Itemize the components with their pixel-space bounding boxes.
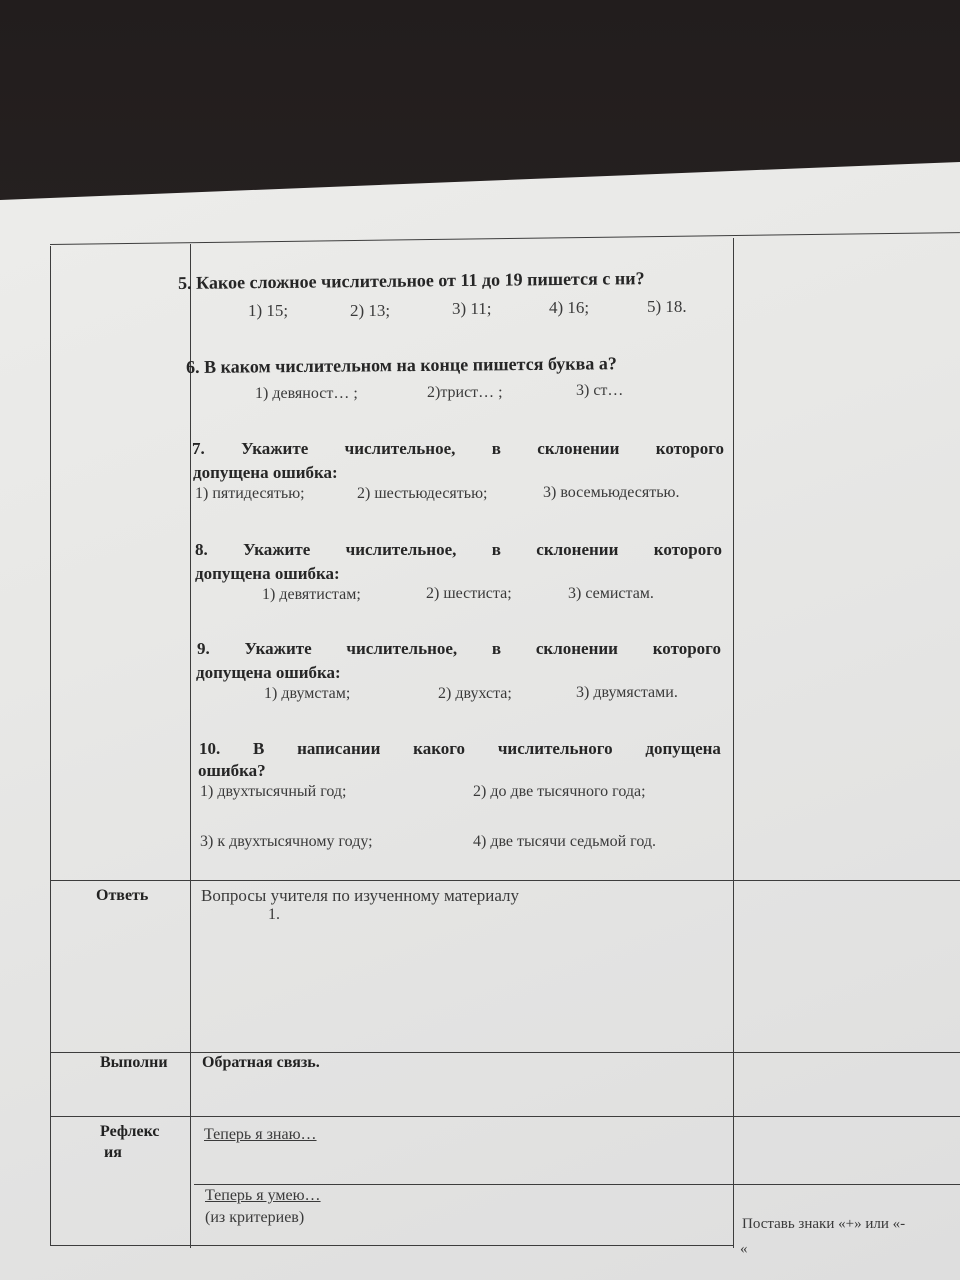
question-8-title-cont: допущена ошибка: xyxy=(195,564,340,583)
q9-word-1: 9. xyxy=(197,639,210,658)
table-bottom-border xyxy=(50,1245,733,1246)
q10-word-2: В xyxy=(253,739,265,758)
q7-word-6: которого xyxy=(655,439,724,458)
question-9-title-cont: допущена ошибка: xyxy=(196,663,341,682)
q7-option-3: 3) восемьюдесятью. xyxy=(543,484,680,501)
q9-option-2: 2) двухста; xyxy=(438,685,512,702)
question-6-title: 6. В каком числительном на конце пишется буква а? xyxy=(185,353,617,377)
q7-word-2: Укажите xyxy=(241,439,309,458)
row-label-reflection-line-1: Рефлекс xyxy=(100,1123,160,1140)
q8-word-6: которого xyxy=(653,540,722,559)
q5-option-3: 3) 11; xyxy=(452,299,492,318)
q8-word-4: в xyxy=(491,540,501,559)
q10-word-1: 10. xyxy=(199,739,221,758)
q9-option-3: 3) двумястами. xyxy=(576,684,678,701)
table-left-border xyxy=(50,246,51,1246)
q10-word-5: числительного xyxy=(497,739,613,758)
q5-option-1: 1) 15; xyxy=(248,301,289,320)
row-divider-answer xyxy=(50,880,960,881)
row-divider-inner xyxy=(194,1184,960,1185)
q10-word-6: допущена xyxy=(645,739,721,758)
q8-word-1: 8. xyxy=(195,540,208,559)
now-i-know-prompt: Теперь я знаю… xyxy=(204,1126,317,1143)
question-8-title xyxy=(195,541,722,558)
question-10-title-cont: ошибка? xyxy=(198,761,266,780)
table-column-divider-1 xyxy=(190,244,191,1248)
q7-option-2: 2) шестьюдесятью; xyxy=(357,485,488,502)
q8-option-2: 2) шестиста; xyxy=(426,585,512,602)
row-label-execute: Выполни xyxy=(100,1054,168,1071)
criteria-note: (из критериев) xyxy=(205,1209,305,1226)
row-divider-reflection xyxy=(50,1116,960,1117)
q9-word-4: в xyxy=(491,639,502,658)
q8-option-1: 1) девятистам; xyxy=(262,586,361,603)
q5-option-2: 2) 13; xyxy=(350,301,391,320)
q9-word-6: которого xyxy=(652,639,721,658)
q8-word-2: Укажите xyxy=(243,540,311,559)
q7-word-5: склонении xyxy=(537,439,620,458)
row-label-reflection-line-2: ия xyxy=(104,1144,122,1161)
now-i-can-prompt: Теперь я умею… xyxy=(205,1187,321,1204)
q8-option-3: 3) семистам. xyxy=(568,585,654,602)
q6-option-3: 3) ст… xyxy=(576,382,624,399)
teacher-questions-heading: Вопросы учителя по изученному материалу xyxy=(201,886,520,905)
row-divider-execute xyxy=(50,1052,960,1053)
question-10-title xyxy=(199,740,721,757)
q7-word-1: 7. xyxy=(192,439,205,458)
q10-option-4: 4) две тысячи седьмой год. xyxy=(473,833,656,850)
q7-word-3: числительное, xyxy=(344,439,456,458)
q8-word-5: склонении xyxy=(536,540,619,559)
q5-option-4: 4) 16; xyxy=(549,298,590,317)
q10-option-1: 1) двухтысячный год; xyxy=(200,783,347,800)
plus-minus-instruction-cont: « xyxy=(740,1241,748,1257)
q6-option-1: 1) девяност… ; xyxy=(255,385,358,402)
table-column-divider-2 xyxy=(733,238,734,1248)
question-9-title xyxy=(197,640,721,657)
q7-option-1: 1) пятидесятью; xyxy=(195,485,305,502)
feedback-heading: Обратная связь. xyxy=(202,1054,320,1071)
q8-word-3: числительное, xyxy=(345,540,457,559)
q9-option-1: 1) двумстам; xyxy=(264,685,351,702)
row-label-answer: Ответь xyxy=(96,887,149,904)
q6-option-2: 2)трист… ; xyxy=(427,384,503,401)
q7-word-4: в xyxy=(491,439,501,458)
teacher-questions-item-1: 1. xyxy=(268,906,280,923)
q10-word-4: какого xyxy=(413,739,466,758)
q10-option-3: 3) к двухтысячному году; xyxy=(200,833,373,850)
q9-word-3: числительное, xyxy=(346,639,458,658)
plus-minus-instruction: Поставь знаки «+» или «- xyxy=(742,1216,906,1232)
q9-word-2: Укажите xyxy=(244,639,312,658)
question-5-title: 5. Какое сложное числительное от 11 до 19 пишется с ни? xyxy=(177,268,645,293)
q10-word-3: написании xyxy=(297,739,381,758)
q9-word-5: склонении xyxy=(535,639,618,658)
q10-option-2: 2) до две тысячного года; xyxy=(473,783,646,800)
q5-option-5: 5) 18. xyxy=(647,297,687,316)
question-7-title-cont: допущена ошибка: xyxy=(193,463,338,482)
question-7-title xyxy=(192,440,724,457)
